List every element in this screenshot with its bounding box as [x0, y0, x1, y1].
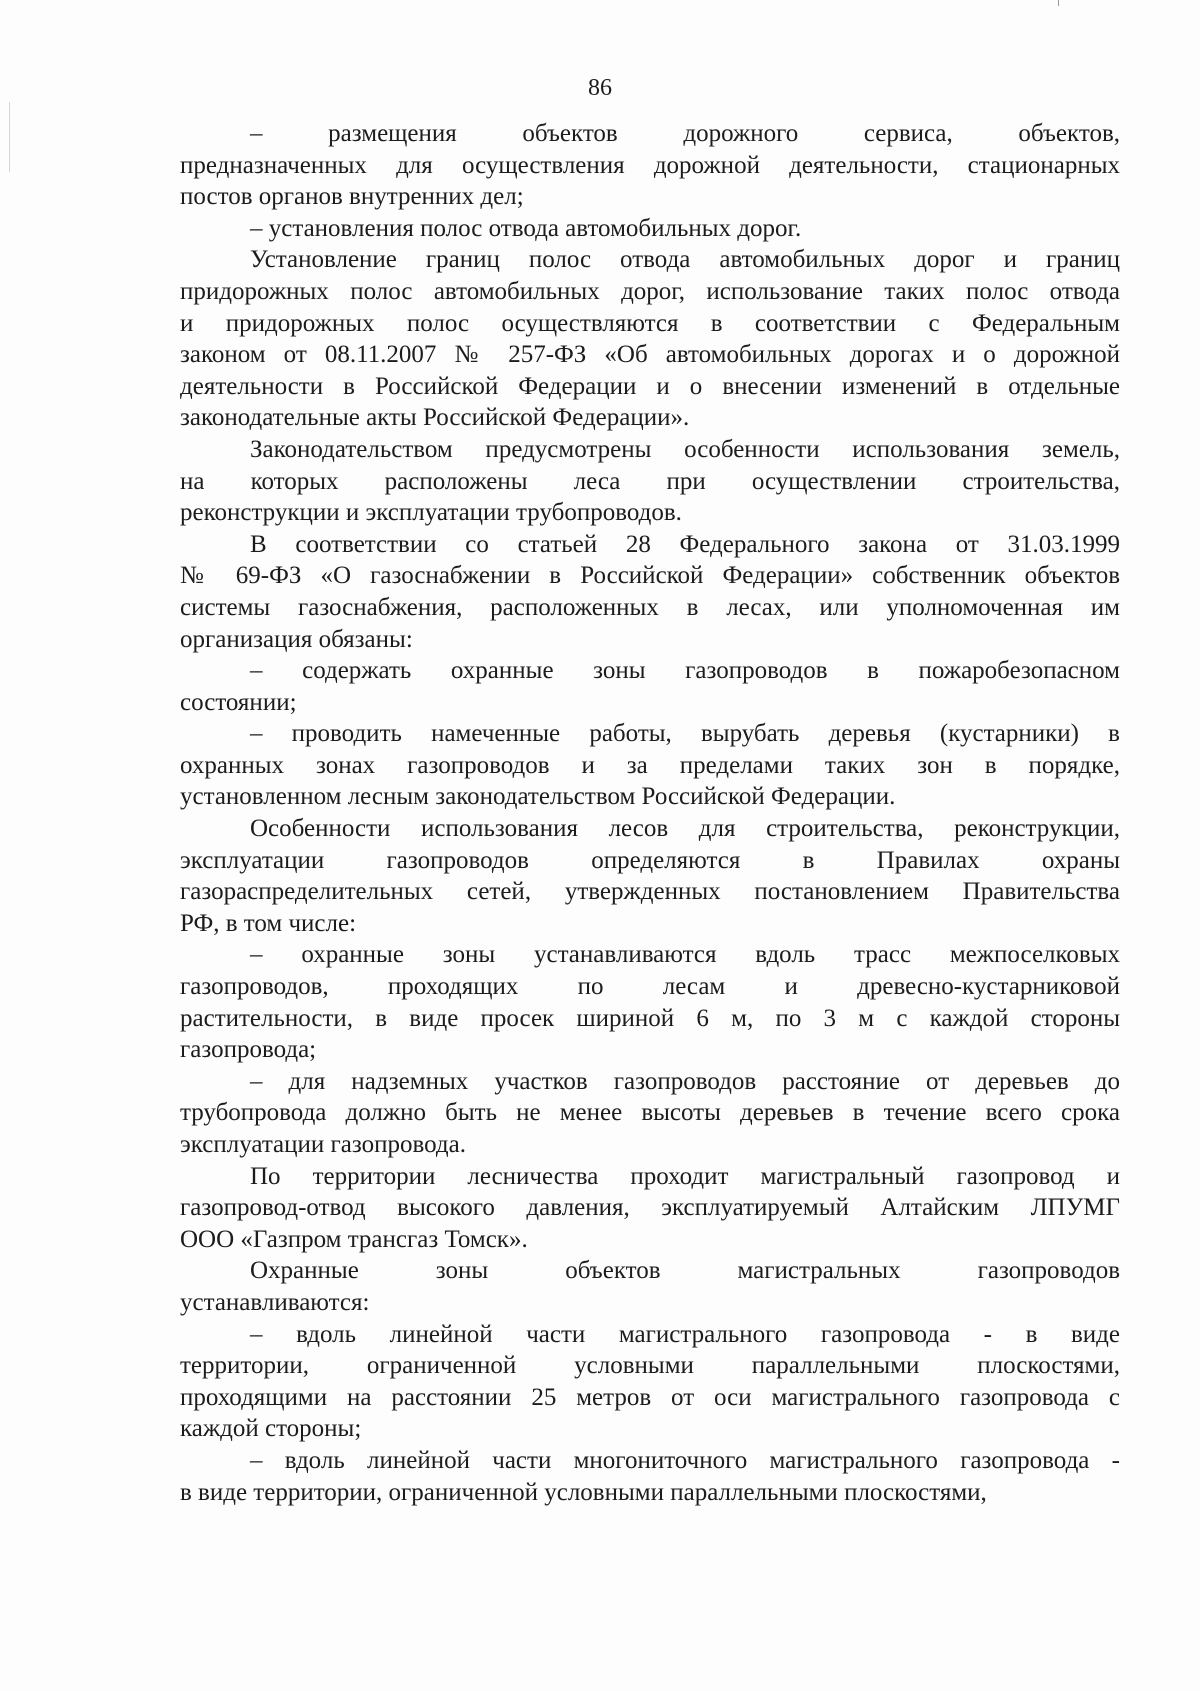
text-line: газопровода;	[180, 1036, 317, 1064]
text-line: предназначенных для осуществления дорожной деятельности, стационарных	[180, 151, 1120, 179]
text-line: законодательные акты Российской Федерации».	[180, 404, 690, 432]
text-line: По территории лесничества проходит магистральный газопровод и	[250, 1162, 1120, 1190]
text-line: газораспределительных сетей, утвержденных постановлением Правительства	[180, 878, 1120, 906]
text-line: и придорожных полос осуществляются в соответствии с Федеральным	[180, 309, 1120, 337]
paragraph	[180, 1066, 1120, 1161]
text-line: – установления полос отвода автомобильных дорог.	[250, 214, 802, 242]
text-line: растительности, в виде просек шириной 6 м, по 3 м с каждой стороны	[180, 1004, 1120, 1032]
text-line: системы газоснабжения, расположенных в лесах, или уполномоченная им	[180, 593, 1120, 621]
paragraph	[180, 1161, 1120, 1256]
text-line: газопроводов, проходящих по лесам и древесно-кустарниковой	[180, 973, 1120, 1001]
paragraph	[180, 244, 1120, 434]
text-line: Охранные зоны объектов магистральных газопроводов	[250, 1257, 1120, 1285]
paragraph	[180, 939, 1120, 1065]
text-line: – вдоль линейной части магистрального газопровода - в виде	[250, 1320, 1120, 1348]
paragraph	[180, 1319, 1120, 1445]
text-line: Законодательством предусмотрены особенности использования земель,	[250, 435, 1120, 463]
text-line: постов органов внутренних дел;	[180, 183, 524, 211]
scan-artifact-left	[9, 102, 10, 172]
paragraph	[180, 434, 1120, 529]
text-line: – вдоль линейной части многониточного магистрального газопровода -	[250, 1446, 1120, 1474]
scan-artifact-top	[1058, 0, 1059, 6]
text-line: охранных зонах газопроводов и за пределами таких зон в порядке,	[180, 751, 1120, 779]
paragraph	[180, 118, 1120, 213]
text-line: трубопровода должно быть не менее высоты деревьев в течение всего срока	[180, 1099, 1120, 1127]
text-line: газопровод-отвод высокого давления, эксплуатируемый Алтайским ЛПУМГ	[180, 1194, 1120, 1222]
text-line: организация обязаны:	[180, 625, 413, 653]
text-line: каждой стороны;	[180, 1415, 362, 1443]
text-line: – размещения объектов дорожного сервиса, объектов,	[250, 120, 1120, 147]
paragraph	[180, 655, 1120, 718]
text-line: – охранные зоны устанавливаются вдоль трасс межпоселковых	[250, 941, 1120, 969]
text-line: на которых расположены леса при осуществлении строительства,	[180, 467, 1120, 495]
text-line: установленном лесным законодательством Российской Федерации.	[180, 783, 896, 811]
text-line: Установление границ полос отвода автомобильных дорог и границ	[250, 246, 1120, 274]
text-line: территории, ограниченной условными параллельными плоскостями,	[180, 1352, 1120, 1380]
paragraph	[180, 529, 1120, 655]
text-line: – для надземных участков газопроводов расстояние от деревьев до	[250, 1067, 1120, 1095]
text-line: законом от 08.11.2007 № 257-ФЗ «Об автомобильных дорогах и о дорожной	[180, 341, 1120, 369]
paragraph	[180, 718, 1120, 813]
text-line: № 69-ФЗ «О газоснабжении в Российской Федерации» собственник объектов	[180, 562, 1120, 590]
text-line: ООО «Газпром трансгаз Томск».	[180, 1225, 528, 1253]
paragraph	[180, 1255, 1120, 1318]
paragraph	[180, 213, 1120, 245]
paragraph	[180, 1445, 1120, 1508]
paragraph	[180, 813, 1120, 939]
text-line: устанавливаются:	[180, 1288, 370, 1316]
text-line: – содержать охранные зоны газопроводов в пожаробезопасном	[250, 657, 1120, 685]
text-line: в виде территории, ограниченной условными параллельными плоскостями,	[180, 1478, 987, 1506]
text-line: деятельности в Российской Федерации и о внесении изменений в отдельные	[180, 372, 1120, 400]
text-line: эксплуатации газопровода.	[180, 1131, 466, 1158]
text-line: состоянии;	[180, 688, 297, 716]
page-number: 86	[588, 75, 612, 101]
text-line: Особенности использования лесов для строительства, реконструкции,	[250, 815, 1120, 843]
text-line: В соответствии со статьей 28 Федерального закона от 31.03.1999	[250, 530, 1120, 558]
text-line: РФ, в том числе:	[180, 909, 357, 937]
text-line: – проводить намеченные работы, вырубать деревья (кустарники) в	[250, 720, 1120, 748]
text-line: эксплуатации газопроводов определяются в Правилах охраны	[180, 846, 1120, 874]
text-line: проходящими на расстоянии 25 метров от оси магистрального газопровода с	[180, 1383, 1120, 1411]
document-body	[180, 118, 1120, 1508]
text-line: реконструкции и эксплуатации трубопроводов.	[180, 499, 682, 527]
text-line: придорожных полос автомобильных дорог, использование таких полос отвода	[180, 277, 1120, 305]
